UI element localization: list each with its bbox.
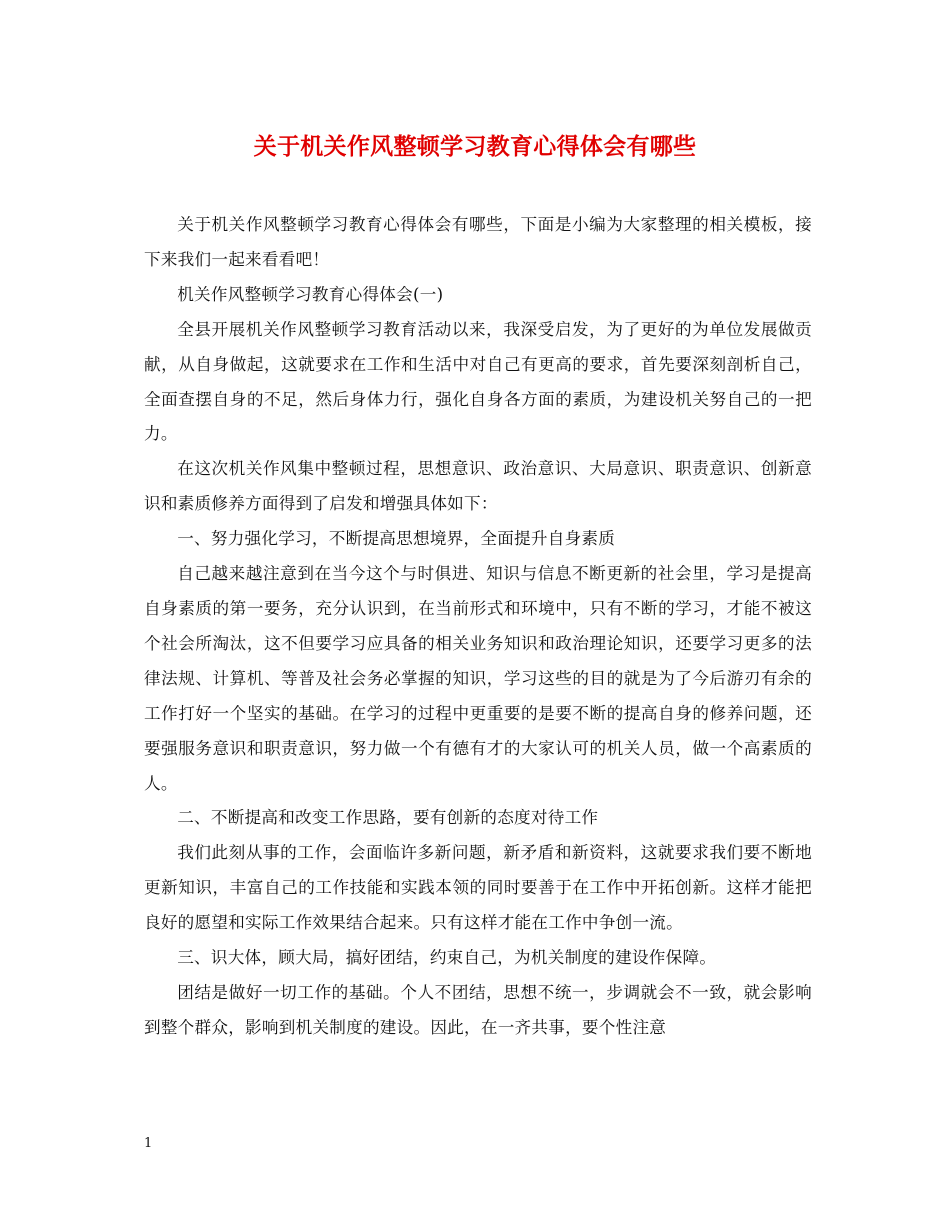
page-number: 1 bbox=[144, 1136, 153, 1151]
paragraph-section-two-body: 我们此刻从事的工作，会面临许多新问题，新矛盾和新资料，这就要求我们要不断地更新知识，丰富自己的工作技能和实践本领的同时要善于在工作中开拓创新。这样才能把良好的愿望和实际工作效果结合起来。只有这样才能在工作中争创一流。 bbox=[144, 843, 812, 933]
paragraph-intro: 关于机关作风整顿学习教育心得体会有哪些，下面是小编为大家整理的相关模板，接下来我们一起来看看吧！ bbox=[144, 215, 812, 269]
document-body bbox=[144, 208, 812, 1046]
paragraph-activity: 全县开展机关作风整顿学习教育活动以来，我深受启发，为了更好的为单位发展做贡献，从自身做起，这就要求在工作和生活中对自己有更高的要求，首先要深刻剖析自己，全面查摆自身的不足，然后身体力行，强化自身各方面的素质，为建设机关努自己的一把力。 bbox=[144, 319, 812, 444]
paragraph-heading-one: 机关作风整顿学习教育心得体会(一) bbox=[177, 284, 444, 304]
paragraph-section-one-body: 自己越来越注意到在当今这个与时俱进、知识与信息不断更新的社会里，学习是提高自身素质的第一要务，充分认识到，在当前形式和环境中，只有不断的学习，才能不被这个社会所淘汰，这不但要学习应具备的相关业务知识和政治理论知识，还要学习更多的法律法规、计算机、等普及社会务必掌握的知识，学习这些的目的就是为了今后游刃有余的工作打好一个坚实的基础。在学习的过程中更重要的是要不断的提高自身的修养问题，还要强服务意识和职责意识，努力做一个有德有才的大家认可的机关人员，做一个高素质的人。 bbox=[144, 564, 812, 793]
paragraph-section-three-body: 团结是做好一切工作的基础。个人不团结，思想不统一，步调就会不一致，就会影响到整个群众，影响到机关制度的建设。因此，在一齐共事，要个性注意 bbox=[144, 982, 812, 1037]
paragraph-section-three-heading: 三、识大体，顾大局，搞好团结，约束自己，为机关制度的建设作保障。 bbox=[177, 948, 717, 968]
document-title: 关于机关作风整顿学习教育心得体会有哪些 bbox=[253, 133, 697, 160]
paragraph-section-two-heading: 二、不断提高和改变工作思路，要有创新的态度对待工作 bbox=[177, 808, 599, 828]
paragraph-rectification: 在这次机关作风集中整顿过程，思想意识、政治意识、大局意识、职责意识、创新意识和素质修养方面得到了启发和增强具体如下： bbox=[144, 459, 812, 514]
paragraph-section-one-heading: 一、努力强化学习，不断提高思想境界，全面提升自身素质 bbox=[177, 529, 616, 549]
